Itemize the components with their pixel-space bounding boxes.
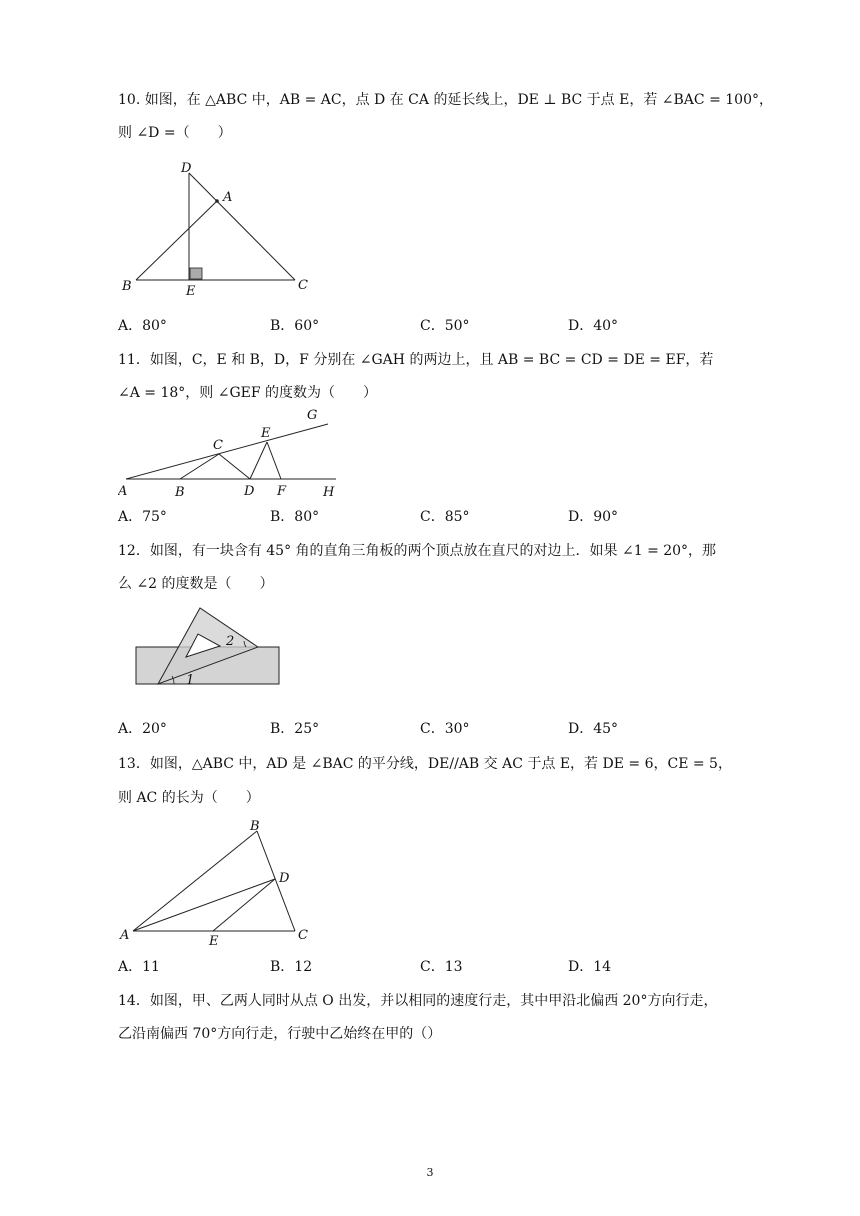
option-d[interactable]: D．90° <box>568 509 619 525</box>
label-angle-2: 2 <box>226 634 235 649</box>
label-G: G <box>307 408 318 423</box>
question-12-stem-line1: 12．如图，有一块含有 45° 角的直角三角板的两个顶点放在直尺的对边上．如果 ∠1 = 20°，那 <box>118 543 717 559</box>
option-c[interactable]: C．85° <box>420 509 470 525</box>
label-F: F <box>277 484 287 499</box>
label-B: B <box>250 819 260 834</box>
question-11-stem-line1: 11．如图，C，E 和 B，D，F 分别在 ∠GAH 的两边上，且 AB = BC = CD = DE = EF，若 <box>118 352 714 368</box>
label-B: B <box>175 485 185 500</box>
label-E: E <box>209 934 219 949</box>
label-C: C <box>213 438 223 453</box>
question-10-stem-line1: 10. 如图，在 △ABC 中，AB = AC，点 D 在 CA 的延长线上，DE ⊥ BC 于点 E，若 ∠BAC = 100°， <box>118 92 773 108</box>
label-C: C <box>298 928 308 943</box>
label-C: C <box>298 278 308 293</box>
question-13-stem-line2: 则 AC 的长为（ ） <box>118 790 260 806</box>
option-c[interactable]: C．50° <box>420 318 470 334</box>
label-A: A <box>223 190 233 205</box>
label-E: E <box>186 284 196 298</box>
option-a[interactable]: A．80° <box>118 318 167 334</box>
page-number: 3 <box>426 1166 434 1179</box>
label-A: A <box>118 484 128 499</box>
question-10-stem-line2: 则 ∠D =（ ） <box>118 125 232 141</box>
question-14-stem-line2: 乙沿南偏西 70°方向行走，行驶中乙始终在甲的（） <box>118 1026 442 1042</box>
option-c[interactable]: C．13 <box>420 959 463 975</box>
label-D: D <box>279 871 290 886</box>
option-b[interactable]: B．80° <box>270 509 320 525</box>
question-14-stem-line1: 14．如图，甲、乙两人同时从点 O 出发，并以相同的速度行走，其中甲沿北偏西 20°方向行走， <box>118 993 718 1009</box>
question-13-stem-line1: 13．如图，△ABC 中，AD 是 ∠BAC 的平分线，DE//AB 交 AC 于点 E，若 DE = 6，CE = 5， <box>118 756 732 772</box>
question-12-figure <box>118 600 298 695</box>
label-E: E <box>261 426 271 441</box>
option-d[interactable]: D．45° <box>568 721 619 737</box>
question-11-stem-line2: ∠A = 18°，则 ∠GEF 的度数为（ ） <box>118 385 378 401</box>
option-d[interactable]: D．40° <box>568 318 619 334</box>
option-a[interactable]: A．75° <box>118 509 167 525</box>
label-H: H <box>323 485 335 500</box>
label-D: D <box>181 161 192 176</box>
label-B: B <box>122 279 132 294</box>
question-10-figure <box>118 158 328 298</box>
option-d[interactable]: D．14 <box>568 959 612 975</box>
option-b[interactable]: B．60° <box>270 318 320 334</box>
option-b[interactable]: B．12 <box>270 959 313 975</box>
question-12-stem-line2: 么 ∠2 的度数是（ ） <box>118 576 274 592</box>
option-a[interactable]: A．11 <box>118 959 160 975</box>
option-c[interactable]: C．30° <box>420 721 470 737</box>
label-angle-1: 1 <box>186 673 195 688</box>
question-13-figure <box>118 812 328 952</box>
option-a[interactable]: A．20° <box>118 721 167 737</box>
label-D: D <box>244 484 255 499</box>
option-b[interactable]: B．25° <box>270 721 320 737</box>
question-11-figure <box>118 404 348 504</box>
label-A: A <box>120 928 130 943</box>
